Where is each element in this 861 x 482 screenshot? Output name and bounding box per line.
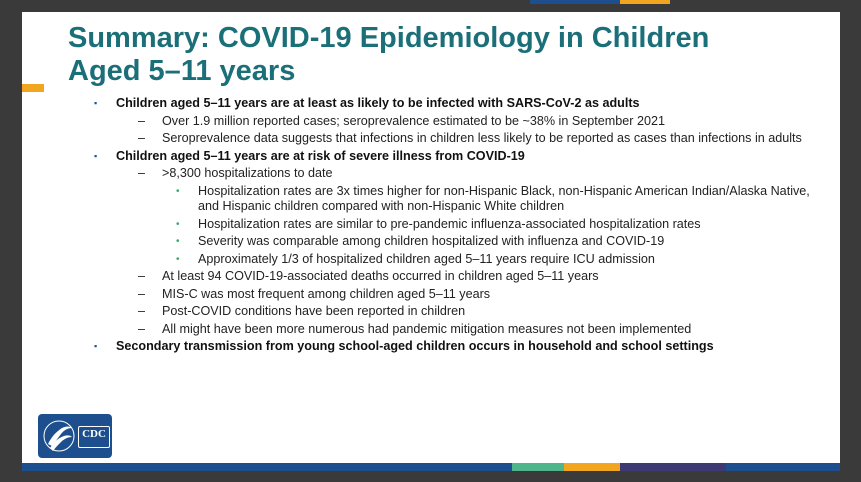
bottom-bar-teal	[726, 463, 840, 471]
bullet-level-2	[94, 166, 834, 182]
bullet-marker: –	[138, 304, 146, 318]
bullet-marker: ▪	[94, 341, 98, 351]
bullet-text: Severity was comparable among children hospitalized with influenza and COVID-19	[198, 234, 665, 248]
left-accent-orange	[22, 84, 44, 92]
bullet-marker: –	[138, 131, 146, 145]
bullet-marker: –	[138, 321, 146, 336]
bullet-text: At least 94 COVID-19-associated deaths occurred in children aged 5–11 years	[162, 269, 599, 283]
bullet-marker: •	[176, 236, 180, 247]
cdc-logo-text: CDC	[78, 426, 110, 448]
bullet-text: MIS-C was most frequent among children aged 5–11 years	[162, 286, 491, 301]
bullet-text: All might have been more numerous had pandemic mitigation measures not been implemented	[162, 321, 692, 336]
bullet-marker: ▪	[94, 98, 98, 108]
top-accent-orange	[620, 0, 670, 4]
bullet-marker: ▪	[94, 150, 98, 161]
bullet-text: Children aged 5–11 years are at risk of severe illness from COVID-19	[116, 148, 525, 163]
bullet-text: Over 1.9 million reported cases; seroprevalence estimated to be ~38% in September 2021	[162, 113, 665, 128]
bullet-text: Seroprevalence data suggests that infections in children less likely to be reported as cases than infections in adults	[162, 131, 802, 145]
bullet-list	[94, 96, 834, 357]
bullet-level-3	[94, 252, 834, 268]
bullet-level-3	[94, 217, 834, 233]
bottom-bar-orange	[564, 463, 620, 471]
bullet-level-1	[94, 149, 834, 165]
bullet-marker: •	[176, 218, 180, 230]
bullet-level-3	[94, 184, 834, 215]
cdc-logo	[38, 414, 112, 458]
bottom-bar-green	[512, 463, 564, 471]
bullet-level-1	[94, 96, 834, 112]
bullet-text: Approximately 1/3 of hospitalized children aged 5–11 years require ICU admission	[198, 251, 655, 266]
bullet-text: Hospitalization rates are similar to pre-pandemic influenza-associated hospitalization rates	[198, 216, 701, 231]
bullet-marker: –	[138, 286, 146, 301]
hhs-eagle-icon	[42, 418, 76, 454]
bullet-marker: •	[176, 185, 180, 197]
left-accent	[0, 12, 22, 96]
bullet-text: Children aged 5–11 years are at least as likely to be infected with SARS-CoV-2 as adults	[116, 96, 640, 110]
bullet-level-1	[94, 339, 834, 355]
bullet-text: >8,300 hospitalizations to date	[162, 166, 333, 180]
bullet-level-3	[94, 234, 834, 250]
bullet-level-2	[94, 131, 834, 147]
top-accent-blue	[530, 0, 620, 4]
title-line-2: Aged 5–11 years	[68, 55, 296, 87]
top-frame	[0, 0, 861, 12]
bottom-bar-blue	[22, 463, 512, 471]
bullet-text: Post-COVID conditions have been reported in children	[162, 304, 466, 318]
bullet-marker: –	[138, 166, 146, 180]
bullet-marker: –	[138, 269, 146, 283]
slide	[22, 12, 840, 464]
bottom-bar-purple	[620, 463, 726, 471]
bullet-marker: •	[176, 253, 180, 265]
bullet-level-2	[94, 322, 834, 338]
bottom-frame	[0, 471, 861, 482]
bullet-level-2	[94, 269, 834, 285]
bullet-text: Secondary transmission from young school-aged children occurs in household and school settings	[116, 339, 714, 353]
bullet-marker: –	[138, 113, 146, 128]
bullet-text: Hospitalization rates are 3x times higher for non-Hispanic Black, non-Hispanic American Indian/Alaska Native, and Hispanic children compared with non-Hispanic White children	[198, 183, 810, 213]
bullet-level-2	[94, 114, 834, 130]
slide-title	[68, 22, 828, 88]
bullet-level-2	[94, 304, 834, 320]
bullet-level-2	[94, 287, 834, 303]
title-line-1: Summary: COVID-19 Epidemiology in Children	[68, 22, 710, 54]
